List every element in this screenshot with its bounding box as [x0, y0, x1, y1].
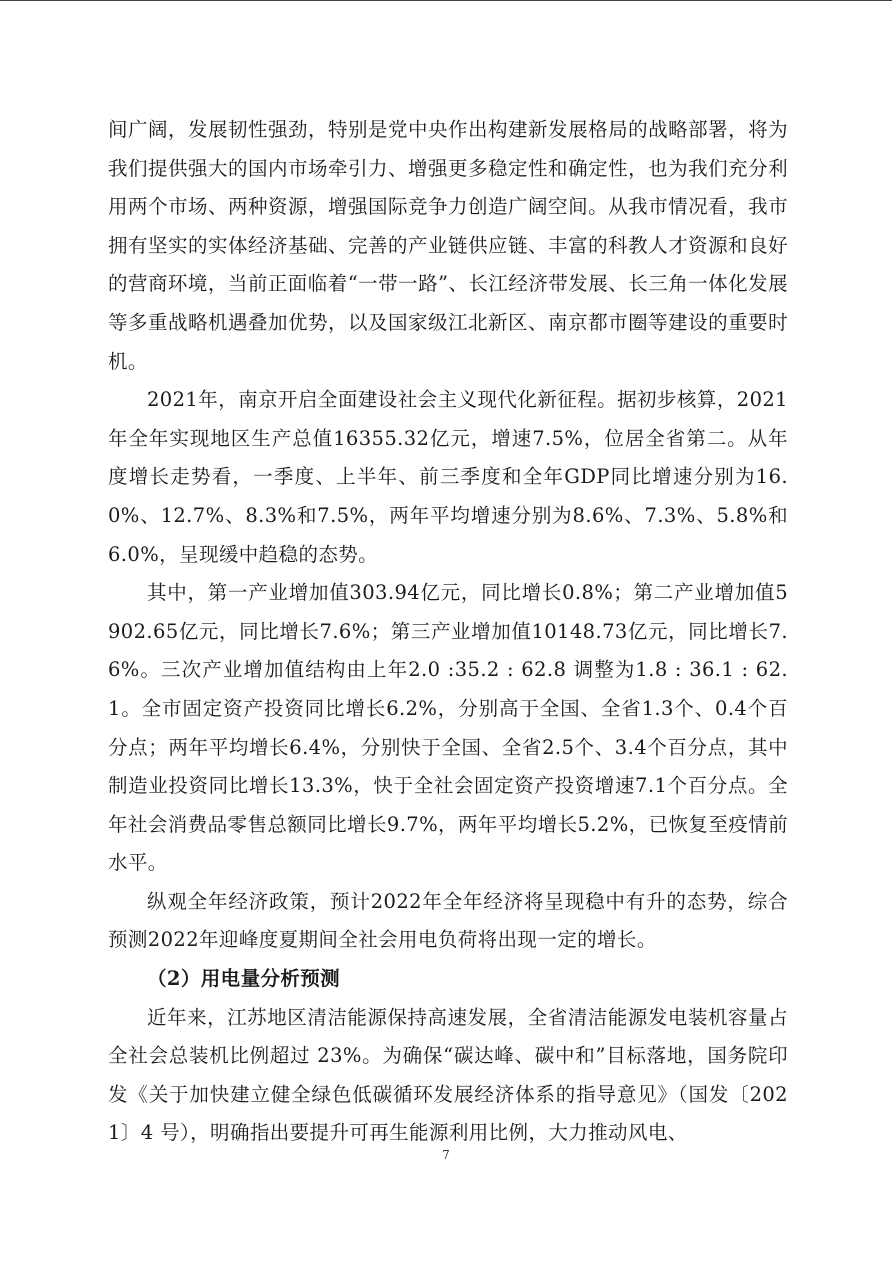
page-number: 7 [442, 1148, 450, 1162]
paragraph-1: 间广阔，发展韧性强劲，特别是党中央作出构建新发展格局的战略部署，将为我们提供强大的国内市场牵引力、增强更多稳定性和确定性，也为我们充分利用两个市场、两种资源，增强国际竞争力创造广阔空间。从我市情况看，我市拥有坚实的实体经济基础、完善的产业链供应链、丰富的科教人才资源和良好的营商环境，当前正面临着“一带一路”、长江经济带发展、长三角一体化发展等多重战略机遇叠加优势，以及国家级江北新区、南京都市圈等建设的重要时机。 [108, 118, 788, 373]
page-top-border [0, 0, 892, 1]
paragraph-4: 纵观全年经济政策，预计2022年全年经济将呈现稳中有升的态势，综合预测2022年迎峰度夏期间全社会用电负荷将出现一定的增长。 [108, 889, 788, 952]
paragraph-5: 近年来，江苏地区清洁能源保持高速发展，全省清洁能源发电装机容量占全社会总装机比例超过 23%。为确保“碳达峰、碳中和”目标落地，国务院印发《关于加快建立健全绿色低碳循环发展经济体系的指导意见》（国发〔2021〕4 号），明确指出要提升可再生能源利用比例，大力推动风电、 [108, 1005, 788, 1145]
paragraph-3: 其中，第一产业增加值303.94亿元，同比增长0.8%；第二产业增加值5902.65亿元，同比增长7.6%；第三产业增加值10148.73亿元，同比增长7.6%。三次产业增加值结构由上年2.0 :35.2 : 62.8 调整为1.8 : 36.1 : 62.1。全市固定资产投资同比增长6.2%，分别高于全国、全省1.3个、0.4个百分点；两年平均增长6.4%，分别快于全国、全省2.5个、3.4个百分点，其中制造业投资同比增长13.3%，快于全社会固定资产投资增速7.1个百分点。全年社会消费品零售总额同比增长9.7%，两年平均增长5.2%，已恢复至疫情前水平。 [108, 581, 788, 875]
document-body [108, 111, 788, 1153]
paragraph-2: 2021年，南京开启全面建设社会主义现代化新征程。据初步核算，2021年全年实现地区生产总值16355.32亿元，增速7.5%，位居全省第二。从年度增长走势看，一季度、上半年、前三季度和全年GDP同比增速分别为16.0%、12.7%、8.3%和7.5%，两年平均增速分别为8.6%、7.3%、5.8%和6.0%，呈现缓中趋稳的态势。 [108, 388, 788, 566]
section-heading: （2）用电量分析预测 [147, 967, 341, 991]
